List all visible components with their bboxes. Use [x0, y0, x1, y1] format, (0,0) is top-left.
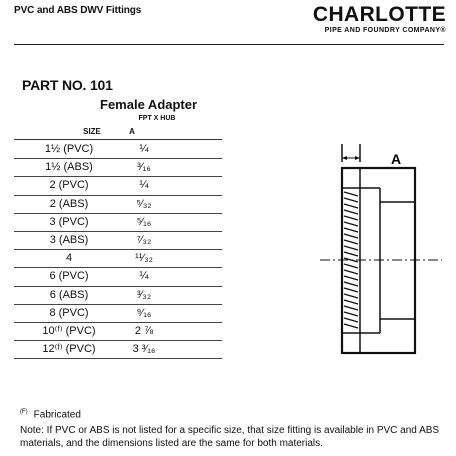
brand-name: CHARLOTTE [312, 3, 446, 26]
female-adapter-drawing [320, 140, 445, 370]
table-row [14, 268, 222, 286]
dimension-label: A [390, 151, 402, 167]
availability-note: Note: If PVC or ABS is not listed for a specific size, that size fitting is available in PVC and ABS materials, and the dimensions listed are the same for both materials. [20, 425, 440, 449]
column-group-label: FPT X HUB [138, 115, 176, 122]
a-cell: ¼ [139, 143, 149, 155]
a-cell: ⁵⁄₁₆ [136, 215, 152, 228]
size-cell: 1½ (ABS) [45, 161, 93, 174]
table-row [14, 323, 222, 341]
table-header-rule [14, 139, 222, 140]
table-row [14, 141, 222, 159]
a-cell: ⁷⁄₃₂ [136, 233, 152, 246]
column-header-size: SIZE [83, 127, 101, 136]
size-cell: 6 (ABS) [49, 288, 89, 301]
a-cell: ³⁄₃₂ [136, 288, 152, 301]
product-title: Female Adapter [100, 97, 198, 112]
size-cell: 3 (PVC) [49, 215, 89, 228]
size-cell: 2 (ABS) [49, 197, 89, 210]
size-cell: 8 (PVC) [49, 306, 89, 319]
table-row [14, 341, 222, 359]
table-row [14, 250, 222, 268]
size-cell: 4 [65, 252, 73, 265]
a-cell: 3 ³⁄₁₆ [132, 343, 156, 356]
a-cell: ¼ [139, 179, 149, 192]
a-cell: ³⁄₁₆ [137, 161, 151, 174]
table-row [14, 305, 222, 323]
a-cell: ⁵⁄₃₂ [136, 197, 152, 210]
size-cell: 10⁽ᶠ⁾ (PVC) [42, 324, 96, 337]
table-row [14, 287, 222, 305]
table-row [14, 159, 222, 177]
footnote-text: Fabricated [33, 409, 81, 421]
dimension-table [14, 141, 222, 359]
brand-subtitle: PIPE AND FOUNDRY COMPANY® [324, 27, 446, 34]
part-number: PART NO. 101 [22, 77, 113, 93]
a-cell: 2 ⅞ [134, 324, 154, 337]
footnote [20, 409, 81, 420]
size-cell: 6 (PVC) [49, 270, 89, 283]
a-cell: ¼ [139, 270, 149, 283]
a-cell: ¹¹⁄₃₂ [135, 252, 153, 265]
table-row [14, 232, 222, 250]
column-header-a: A [129, 127, 135, 136]
size-cell: 1½ (PVC) [44, 143, 94, 155]
size-cell: 12⁽ᶠ⁾ (PVC) [42, 343, 96, 356]
section-title: PVC and ABS DWV Fittings [14, 5, 142, 16]
footnote-marker: (F) [20, 409, 28, 415]
size-cell: 3 (ABS) [49, 233, 89, 246]
table-row [14, 196, 222, 214]
table-row [14, 214, 222, 232]
table-row [14, 177, 222, 195]
header-divider [14, 44, 444, 45]
brand-logo [313, 4, 446, 35]
size-cell: 2 (PVC) [49, 179, 89, 192]
a-cell: ⁹⁄₁₆ [136, 306, 152, 319]
